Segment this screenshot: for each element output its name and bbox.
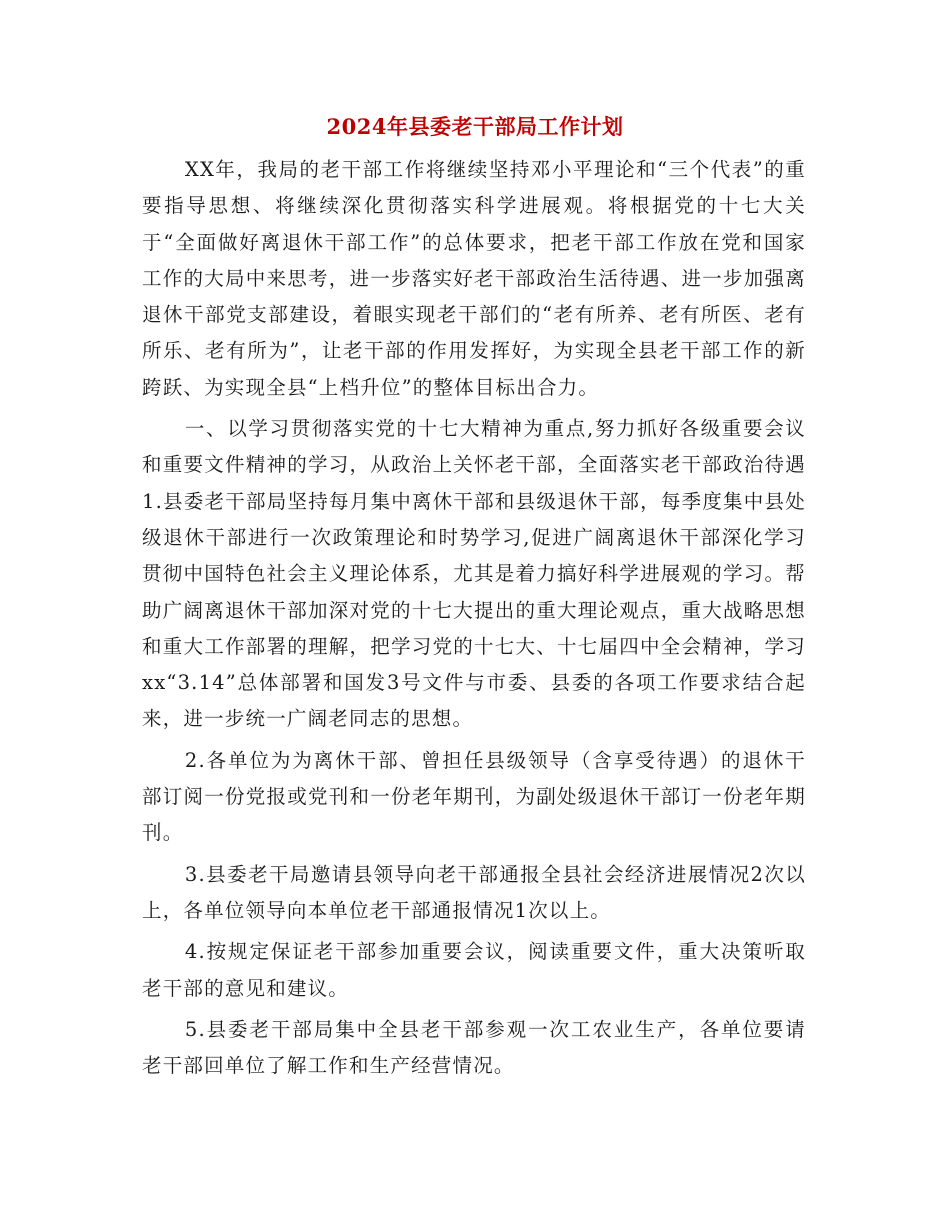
paragraph-item-5: 5.县委老干部局集中全县老干部参观一次工农业生产，各单位要请老干部回单位了解工作和生产经营情况。	[142, 1017, 806, 1078]
document-body	[142, 152, 806, 1089]
paragraph-section-one: 一、以学习贯彻落实党的十七大精神为重点,努力抓好各级重要会议和重要文件精神的学习，从政治上关怀老干部，全面落实老干部政治待遇 1.县委老干部局坚持每月集中离休干部和县级退休干部，每季度集中县处级退休干部进行一次政策理论和时势学习,促进广阔离退休干部深化学习贯彻中国特色社会主义理论体系，尤其是着力搞好科学进展观的学习。帮助广阔离退休干部加深对党的十七大提出的重大理论观点，重大战略思想和重大工作部署的理解，把学习党的十七大、十七届四中全会精神，学习xx“3.14”总体部署和国发3号文件与市委、县委的各项工作要求结合起来，进一步统一广阔老同志的思想。	[142, 417, 806, 731]
paragraph-item-2: 2.各单位为为离休干部、曾担任县级领导（含享受待遇）的退休干部订阅一份党报或党刊和一份老年期刊，为副处级退休干部订一份老年期刊。	[142, 748, 806, 845]
document-title: 2024年县委老干部局工作计划	[326, 114, 624, 139]
paragraph-item-4: 4.按规定保证老干部参加重要会议，阅读重要文件，重大决策听取老干部的意见和建议。	[142, 940, 806, 1000]
paragraph-intro: XX年，我局的老干部工作将继续坚持邓小平理论和“三个代表”的重要指导思想、将继续深化贯彻落实科学进展观。将根据党的十七大关于“全面做好离退休干部工作”的总体要求，把老干部工作放在党和国家工作的大局中来思考，进一步落实好老干部政治生活待遇、进一步加强离退休干部党支部建设，着眼实现老干部们的“老有所养、老有所医、老有所乐、老有所为”，让老干部的作用发挥好，为实现全县老干部工作的新跨跃、为实现全县“上档升位”的整体目标出合力。	[142, 158, 806, 399]
paragraph-item-3: 3.县委老干局邀请县领导向老干部通报全县社会经济进展情况2次以上，各单位领导向本单位老干部通报情况1次以上。	[142, 862, 806, 922]
